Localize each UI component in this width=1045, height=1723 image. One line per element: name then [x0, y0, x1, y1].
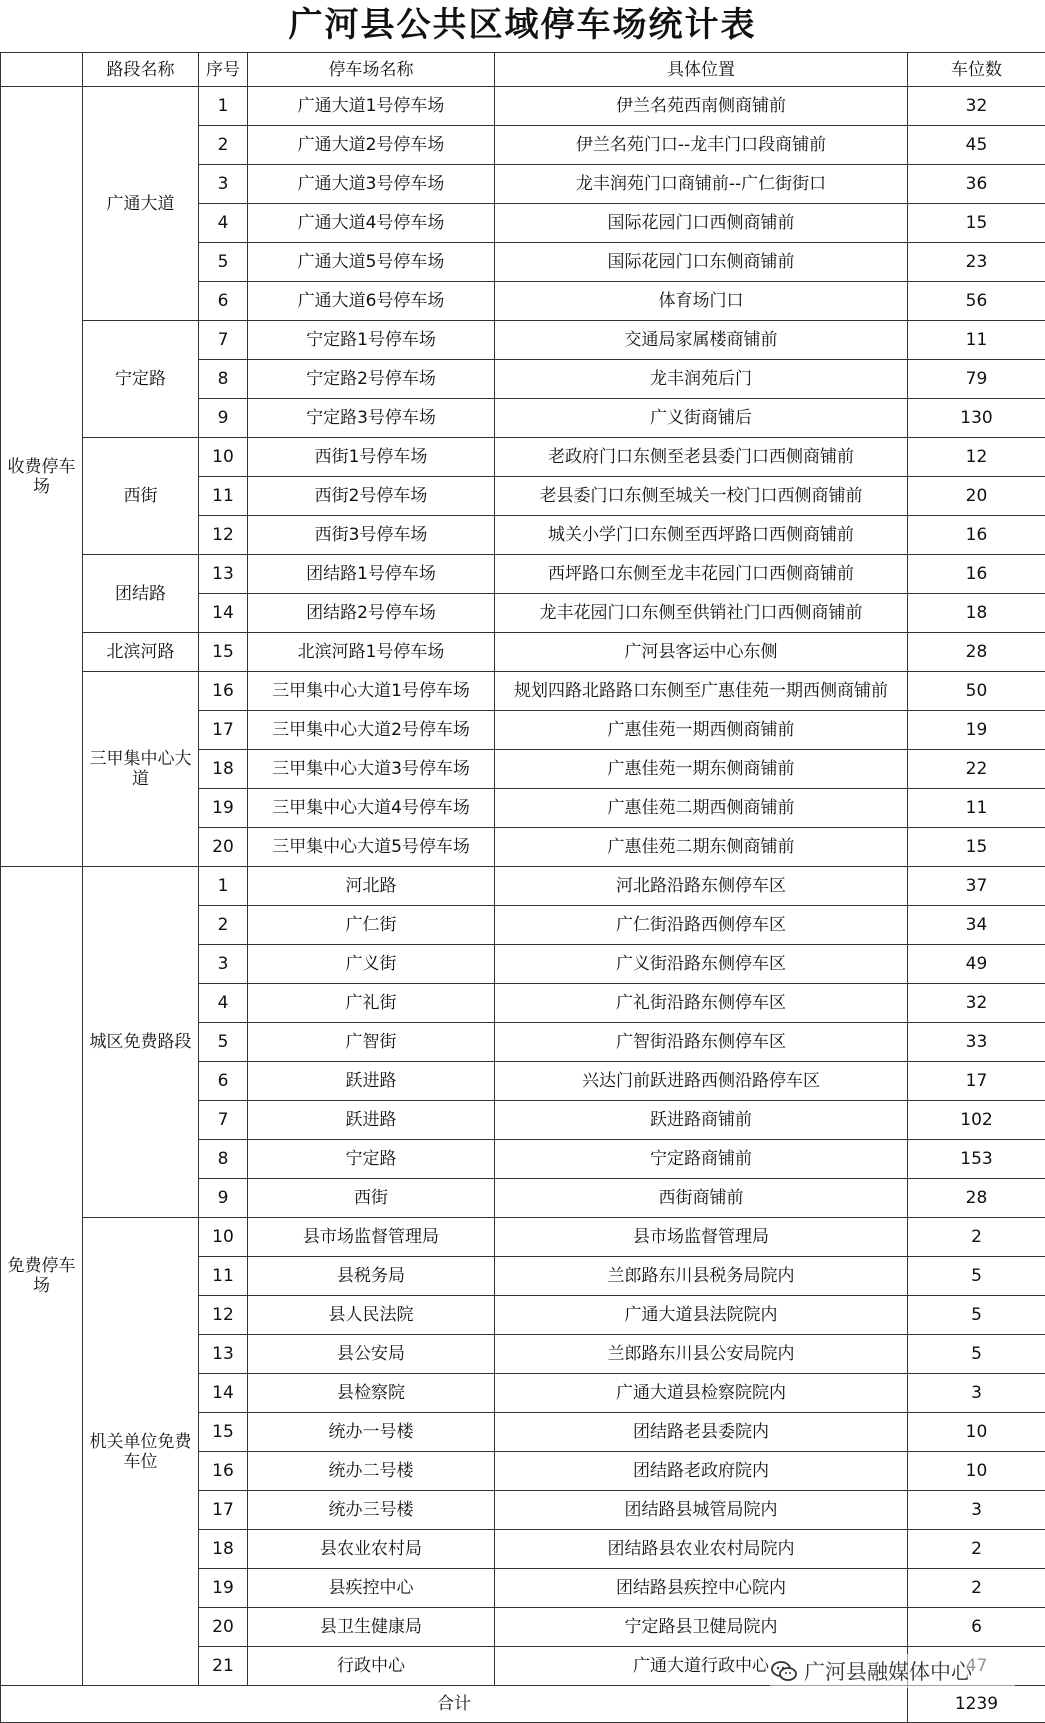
header-seq: 序号 [199, 53, 248, 87]
spaces-cell: 22 [908, 750, 1045, 789]
name-cell: 县市场监督管理局 [248, 1218, 495, 1257]
spaces-cell: 17 [908, 1062, 1045, 1101]
name-cell: 三甲集中心大道3号停车场 [248, 750, 495, 789]
spaces-cell: 33 [908, 1023, 1045, 1062]
table-row [1, 867, 1045, 906]
name-cell: 跃进路 [248, 1101, 495, 1140]
seq-cell: 16 [199, 1452, 248, 1491]
name-cell: 三甲集中心大道4号停车场 [248, 789, 495, 828]
location-cell: 广礼街沿路东侧停车区 [495, 984, 908, 1023]
spaces-cell: 49 [908, 945, 1045, 984]
name-cell: 广通大道4号停车场 [248, 204, 495, 243]
seq-cell: 6 [199, 282, 248, 321]
table-row [1, 87, 1045, 126]
location-cell: 广义街沿路东侧停车区 [495, 945, 908, 984]
name-cell: 北滨河路1号停车场 [248, 633, 495, 672]
location-cell: 团结路县疾控中心院内 [495, 1569, 908, 1608]
name-cell: 统办二号楼 [248, 1452, 495, 1491]
location-cell: 广仁街沿路西侧停车区 [495, 906, 908, 945]
seq-cell: 13 [199, 1335, 248, 1374]
location-cell: 团结路老县委院内 [495, 1413, 908, 1452]
location-cell: 国际花园门口西侧商铺前 [495, 204, 908, 243]
seq-cell: 9 [199, 1179, 248, 1218]
seq-cell: 14 [199, 594, 248, 633]
header-category [1, 53, 83, 87]
seq-cell: 18 [199, 1530, 248, 1569]
road-cell: 团结路 [83, 555, 199, 633]
spaces-cell: 130 [908, 399, 1045, 438]
name-cell: 县检察院 [248, 1374, 495, 1413]
seq-cell: 20 [199, 828, 248, 867]
name-cell: 广通大道6号停车场 [248, 282, 495, 321]
seq-cell: 11 [199, 477, 248, 516]
seq-cell: 20 [199, 1608, 248, 1647]
location-cell: 团结路老政府院内 [495, 1452, 908, 1491]
header-name: 停车场名称 [248, 53, 495, 87]
name-cell: 河北路 [248, 867, 495, 906]
spaces-cell: 15 [908, 828, 1045, 867]
name-cell: 广通大道1号停车场 [248, 87, 495, 126]
spaces-cell: 45 [908, 126, 1045, 165]
spaces-cell: 102 [908, 1101, 1045, 1140]
name-cell: 广义街 [248, 945, 495, 984]
name-cell: 广仁街 [248, 906, 495, 945]
spaces-cell: 11 [908, 789, 1045, 828]
seq-cell: 12 [199, 516, 248, 555]
seq-cell: 4 [199, 984, 248, 1023]
name-cell: 宁定路 [248, 1140, 495, 1179]
location-cell: 交通局家属楼商铺前 [495, 321, 908, 360]
name-cell: 宁定路1号停车场 [248, 321, 495, 360]
spaces-cell: 6 [908, 1608, 1045, 1647]
location-cell: 团结路县城管局院内 [495, 1491, 908, 1530]
seq-cell: 2 [199, 126, 248, 165]
watermark [770, 1654, 1015, 1688]
spaces-cell: 2 [908, 1569, 1045, 1608]
name-cell: 三甲集中心大道1号停车场 [248, 672, 495, 711]
location-cell: 龙丰润苑后门 [495, 360, 908, 399]
spaces-cell: 34 [908, 906, 1045, 945]
name-cell: 宁定路3号停车场 [248, 399, 495, 438]
seq-cell: 7 [199, 321, 248, 360]
seq-cell: 5 [199, 243, 248, 282]
spaces-cell: 5 [908, 1296, 1045, 1335]
location-cell: 广通大道县法院院内 [495, 1296, 908, 1335]
seq-cell: 4 [199, 204, 248, 243]
location-cell: 老县委门口东侧至城关一校门口西侧商铺前 [495, 477, 908, 516]
seq-cell: 17 [199, 1491, 248, 1530]
category-cell: 免费停车场 [1, 867, 83, 1686]
seq-cell: 1 [199, 867, 248, 906]
spaces-cell: 32 [908, 984, 1045, 1023]
seq-cell: 19 [199, 1569, 248, 1608]
name-cell: 行政中心 [248, 1647, 495, 1686]
name-cell: 三甲集中心大道2号停车场 [248, 711, 495, 750]
location-cell: 宁定路商铺前 [495, 1140, 908, 1179]
seq-cell: 1 [199, 87, 248, 126]
location-cell: 宁定路县卫健局院内 [495, 1608, 908, 1647]
table-row [1, 633, 1045, 672]
name-cell: 县公安局 [248, 1335, 495, 1374]
location-cell: 广惠佳苑二期东侧商铺前 [495, 828, 908, 867]
seq-cell: 10 [199, 1218, 248, 1257]
location-cell: 伊兰名苑西南侧商铺前 [495, 87, 908, 126]
location-cell: 龙丰润苑门口商铺前--广仁街街口 [495, 165, 908, 204]
location-cell: 河北路沿路东侧停车区 [495, 867, 908, 906]
seq-cell: 12 [199, 1296, 248, 1335]
road-cell: 三甲集中心大道 [83, 672, 199, 867]
location-cell: 广通大道行政中心 [495, 1647, 908, 1686]
seq-cell: 8 [199, 1140, 248, 1179]
parking-table [0, 52, 1045, 1723]
spaces-cell: 19 [908, 711, 1045, 750]
seq-cell: 18 [199, 750, 248, 789]
name-cell: 团结路1号停车场 [248, 555, 495, 594]
wechat-icon [770, 1660, 798, 1682]
name-cell: 县税务局 [248, 1257, 495, 1296]
seq-cell: 5 [199, 1023, 248, 1062]
road-cell: 广通大道 [83, 87, 199, 321]
total-row [1, 1686, 1045, 1723]
seq-cell: 13 [199, 555, 248, 594]
name-cell: 三甲集中心大道5号停车场 [248, 828, 495, 867]
spaces-cell: 37 [908, 867, 1045, 906]
seq-cell: 8 [199, 360, 248, 399]
location-cell: 体育场门口 [495, 282, 908, 321]
location-cell: 兴达门前跃进路西侧沿路停车区 [495, 1062, 908, 1101]
spaces-cell: 16 [908, 555, 1045, 594]
location-cell: 广惠佳苑一期东侧商铺前 [495, 750, 908, 789]
name-cell: 广智街 [248, 1023, 495, 1062]
seq-cell: 6 [199, 1062, 248, 1101]
seq-cell: 3 [199, 165, 248, 204]
location-cell: 西街商铺前 [495, 1179, 908, 1218]
table-row [1, 555, 1045, 594]
table-row [1, 321, 1045, 360]
name-cell: 县农业农村局 [248, 1530, 495, 1569]
name-cell: 县卫生健康局 [248, 1608, 495, 1647]
seq-cell: 21 [199, 1647, 248, 1686]
location-cell: 老政府门口东侧至老县委门口西侧商铺前 [495, 438, 908, 477]
spaces-cell: 2 [908, 1218, 1045, 1257]
seq-cell: 15 [199, 633, 248, 672]
name-cell: 西街2号停车场 [248, 477, 495, 516]
total-value: 1239 [908, 1686, 1045, 1723]
location-cell: 广智街沿路东侧停车区 [495, 1023, 908, 1062]
category-cell: 收费停车场 [1, 87, 83, 867]
spaces-cell: 50 [908, 672, 1045, 711]
spaces-cell: 79 [908, 360, 1045, 399]
spaces-cell: 28 [908, 1179, 1045, 1218]
spaces-cell: 10 [908, 1413, 1045, 1452]
spaces-cell: 18 [908, 594, 1045, 633]
seq-cell: 15 [199, 1413, 248, 1452]
seq-cell: 2 [199, 906, 248, 945]
spaces-cell: 3 [908, 1491, 1045, 1530]
seq-cell: 11 [199, 1257, 248, 1296]
spaces-cell: 153 [908, 1140, 1045, 1179]
seq-cell: 10 [199, 438, 248, 477]
name-cell: 县疾控中心 [248, 1569, 495, 1608]
location-cell: 规划四路北路路口东侧至广惠佳苑一期西侧商铺前 [495, 672, 908, 711]
name-cell: 团结路2号停车场 [248, 594, 495, 633]
location-cell: 广惠佳苑一期西侧商铺前 [495, 711, 908, 750]
name-cell: 统办三号楼 [248, 1491, 495, 1530]
name-cell: 统办一号楼 [248, 1413, 495, 1452]
spaces-cell: 15 [908, 204, 1045, 243]
header-road: 路段名称 [83, 53, 199, 87]
name-cell: 广通大道2号停车场 [248, 126, 495, 165]
name-cell: 西街1号停车场 [248, 438, 495, 477]
name-cell: 宁定路2号停车场 [248, 360, 495, 399]
location-cell: 城关小学门口东侧至西坪路口西侧商铺前 [495, 516, 908, 555]
spaces-cell: 5 [908, 1257, 1045, 1296]
spaces-cell: 32 [908, 87, 1045, 126]
name-cell: 广通大道3号停车场 [248, 165, 495, 204]
seq-cell: 19 [199, 789, 248, 828]
location-cell: 团结路县农业农村局院内 [495, 1530, 908, 1569]
road-cell: 城区免费路段 [83, 867, 199, 1218]
seq-cell: 14 [199, 1374, 248, 1413]
name-cell: 跃进路 [248, 1062, 495, 1101]
header-location: 具体位置 [495, 53, 908, 87]
spaces-cell: 16 [908, 516, 1045, 555]
header-spaces: 车位数 [908, 53, 1045, 87]
total-label: 合计 [1, 1686, 908, 1723]
name-cell: 广通大道5号停车场 [248, 243, 495, 282]
road-cell: 宁定路 [83, 321, 199, 438]
spaces-cell: 2 [908, 1530, 1045, 1569]
seq-cell: 17 [199, 711, 248, 750]
spaces-cell: 23 [908, 243, 1045, 282]
spaces-cell: 36 [908, 165, 1045, 204]
location-cell: 广义街商铺后 [495, 399, 908, 438]
spaces-cell: 5 [908, 1335, 1045, 1374]
seq-cell: 16 [199, 672, 248, 711]
name-cell: 西街 [248, 1179, 495, 1218]
road-cell: 西街 [83, 438, 199, 555]
location-cell: 广通大道县检察院院内 [495, 1374, 908, 1413]
watermark-text: 广河县融媒体中心 [804, 1656, 972, 1686]
spaces-cell: 56 [908, 282, 1045, 321]
seq-cell: 3 [199, 945, 248, 984]
name-cell: 县人民法院 [248, 1296, 495, 1335]
name-cell: 广礼街 [248, 984, 495, 1023]
location-cell: 广惠佳苑二期西侧商铺前 [495, 789, 908, 828]
road-cell: 北滨河路 [83, 633, 199, 672]
location-cell: 广河县客运中心东侧 [495, 633, 908, 672]
location-cell: 兰郎路东川县公安局院内 [495, 1335, 908, 1374]
header-row [1, 53, 1045, 87]
spaces-cell: 28 [908, 633, 1045, 672]
spaces-cell: 20 [908, 477, 1045, 516]
table-row [1, 438, 1045, 477]
spaces-cell: 10 [908, 1452, 1045, 1491]
road-cell: 机关单位免费车位 [83, 1218, 199, 1686]
name-cell: 西街3号停车场 [248, 516, 495, 555]
spaces-cell: 11 [908, 321, 1045, 360]
location-cell: 西坪路口东侧至龙丰花园门口西侧商铺前 [495, 555, 908, 594]
table-row [1, 672, 1045, 711]
location-cell: 龙丰花园门口东侧至供销社门口西侧商铺前 [495, 594, 908, 633]
location-cell: 跃进路商铺前 [495, 1101, 908, 1140]
spaces-cell: 12 [908, 438, 1045, 477]
seq-cell: 9 [199, 399, 248, 438]
seq-cell: 7 [199, 1101, 248, 1140]
location-cell: 国际花园门口东侧商铺前 [495, 243, 908, 282]
location-cell: 伊兰名苑门口--龙丰门口段商铺前 [495, 126, 908, 165]
location-cell: 县市场监督管理局 [495, 1218, 908, 1257]
page-title: 广河县公共区域停车场统计表 [0, 0, 1045, 52]
table-row [1, 1218, 1045, 1257]
spaces-cell: 3 [908, 1374, 1045, 1413]
location-cell: 兰郎路东川县税务局院内 [495, 1257, 908, 1296]
